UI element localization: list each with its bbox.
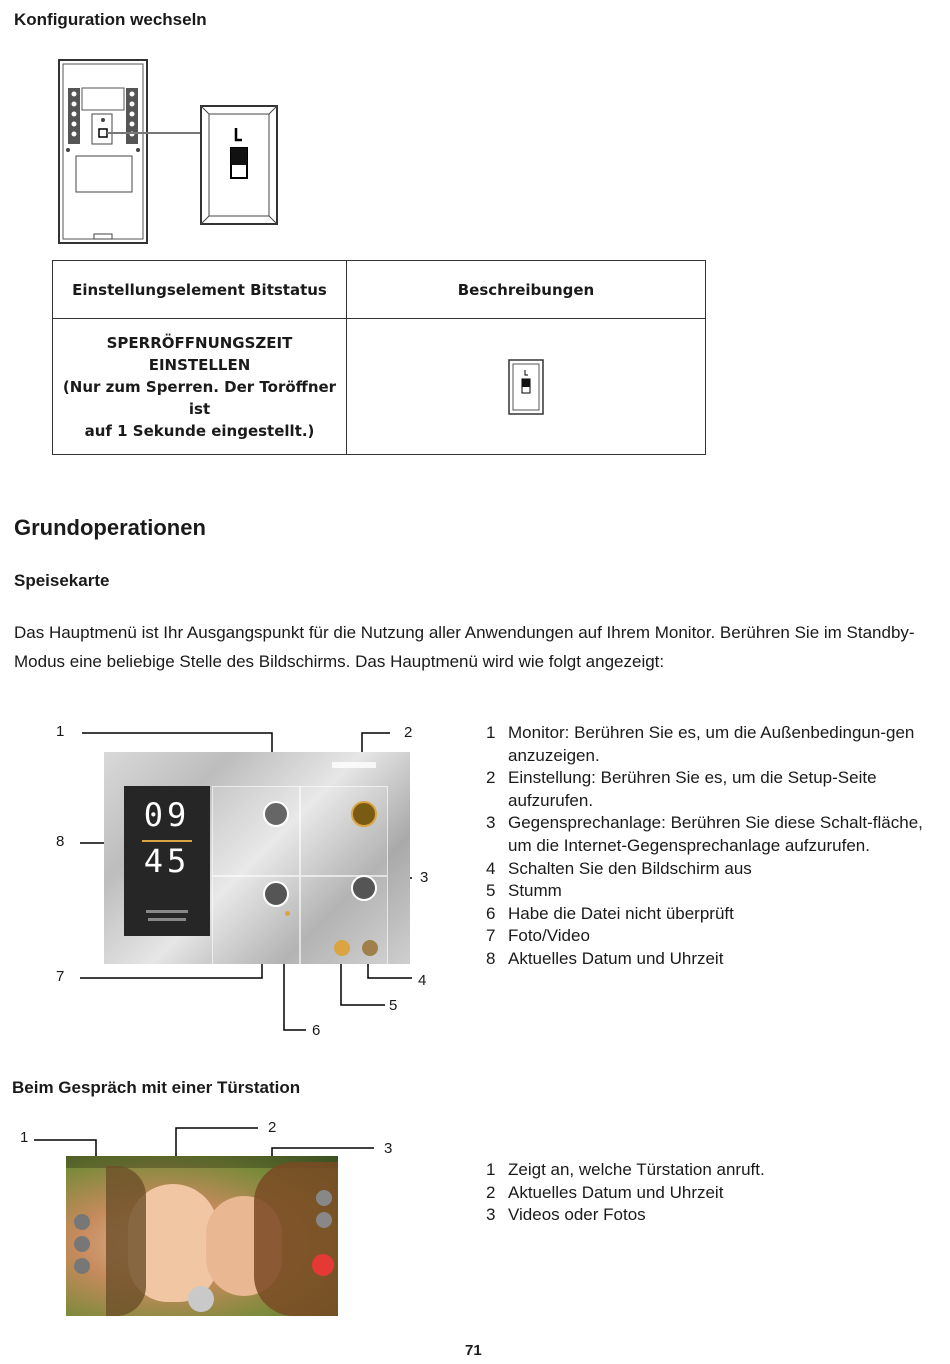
unlock-icon[interactable] — [74, 1258, 90, 1274]
panel-diagram — [56, 58, 288, 248]
menu-callout-3: 3 — [420, 869, 429, 886]
list-item: 3 Videos oder Fotos — [486, 1205, 646, 1225]
list-item: 1 Monitor: Berühren Sie es, um die Außenbedingun-gen anzuzeigen. — [486, 723, 915, 765]
hangup-icon[interactable] — [312, 1254, 334, 1276]
config-table-description-cell — [347, 319, 706, 455]
config-table-setting-cell — [53, 319, 347, 455]
setting-line: auf 1 Sekunde eingestellt.) — [84, 421, 315, 440]
status-icons — [332, 762, 376, 768]
menu-callout-8: 8 — [56, 833, 65, 850]
list-item: 2 Einstellung: Berühren Sie es, um die Setup-Seite aufzurufen. — [486, 768, 877, 810]
monitor-icon — [263, 801, 289, 827]
clock-date-line — [146, 910, 188, 913]
menu-callout-6: 6 — [312, 1022, 321, 1039]
clock-minute: 45 — [143, 842, 191, 880]
basic-operations-title: Grundoperationen — [14, 515, 206, 540]
list-item: 3 Gegensprechanlage: Berühren Sie diese Schalt-fläche, um die Internet-Gegensprechanlage aufzurufen. — [486, 813, 923, 855]
play-icon — [263, 881, 289, 907]
setting-line: (Nur zum Sperren. Der Toröffner ist — [62, 377, 337, 418]
config-title: Konfiguration wechseln — [14, 10, 207, 29]
volume-icon[interactable] — [316, 1190, 332, 1206]
call-callout-3: 3 — [384, 1140, 393, 1157]
list-item: 1 Zeigt an, welche Türstation anruft. — [486, 1160, 765, 1179]
list-item: 4 Schalten Sie den Bildschirm aus — [486, 858, 752, 878]
call-title: Beim Gespräch mit einer Türstation — [12, 1078, 301, 1097]
list-item: 7 Foto/Video — [486, 926, 590, 946]
menu-legend-list — [486, 722, 938, 971]
list-item: 5 Stumm — [486, 881, 562, 901]
call-callout-1: 1 — [20, 1129, 29, 1146]
call-screen — [66, 1156, 338, 1316]
setting-line: SPERRÖFFNUNGSZEIT EINSTELLEN — [106, 333, 293, 374]
call-legend-list — [486, 1159, 938, 1227]
hair-left — [106, 1166, 146, 1316]
menu-callout-2: 2 — [404, 724, 413, 741]
photo-video-tile[interactable] — [212, 876, 300, 964]
call-callout-2: 2 — [268, 1119, 277, 1136]
config-table-header-setting: Einstellungselement Bitstatus — [53, 261, 347, 319]
settings-tile[interactable] — [300, 786, 388, 876]
intro-paragraph: Das Hauptmenü ist Ihr Ausgangspunkt für die Nutzung aller Anwendungen auf Ihrem Monitor. Berühren Sie im Standby-Modus eine beliebige Stelle des Bildschirms. Das Hauptmenü wird wie folgt angezeigt: — [14, 623, 915, 671]
answer-button[interactable] — [188, 1286, 214, 1312]
menu-title: Speisekarte — [14, 571, 110, 590]
main-menu-screen — [104, 752, 410, 964]
list-item: 8 Aktuelles Datum und Uhrzeit — [486, 948, 724, 968]
switch-icon — [508, 359, 544, 415]
mute-button[interactable] — [334, 940, 350, 956]
page-number: 71 — [465, 1342, 482, 1359]
menu-callout-4: 4 — [418, 972, 427, 989]
hair-right — [254, 1162, 338, 1316]
menu-callout-1: 1 — [56, 723, 65, 740]
camera-icon[interactable] — [74, 1214, 90, 1230]
phone-icon — [351, 875, 377, 901]
monitor-tile[interactable] — [212, 786, 300, 876]
config-table — [52, 260, 706, 455]
list-item: 6 Habe die Datei nicht überprüft — [486, 903, 734, 923]
mic-icon[interactable] — [316, 1212, 332, 1228]
unread-dot — [285, 911, 290, 916]
clock-hour: 09 — [143, 796, 191, 834]
menu-callout-5: 5 — [389, 997, 398, 1014]
config-table-header-description: Beschreibungen — [347, 261, 706, 319]
screen-off-button[interactable] — [362, 940, 378, 956]
clock-tile — [124, 786, 210, 936]
folder-icon[interactable] — [74, 1236, 90, 1252]
clock-weekday-line — [148, 918, 186, 921]
gear-icon — [351, 801, 377, 827]
menu-callout-7: 7 — [56, 968, 65, 985]
list-item: 2 Aktuelles Datum und Uhrzeit — [486, 1182, 724, 1202]
